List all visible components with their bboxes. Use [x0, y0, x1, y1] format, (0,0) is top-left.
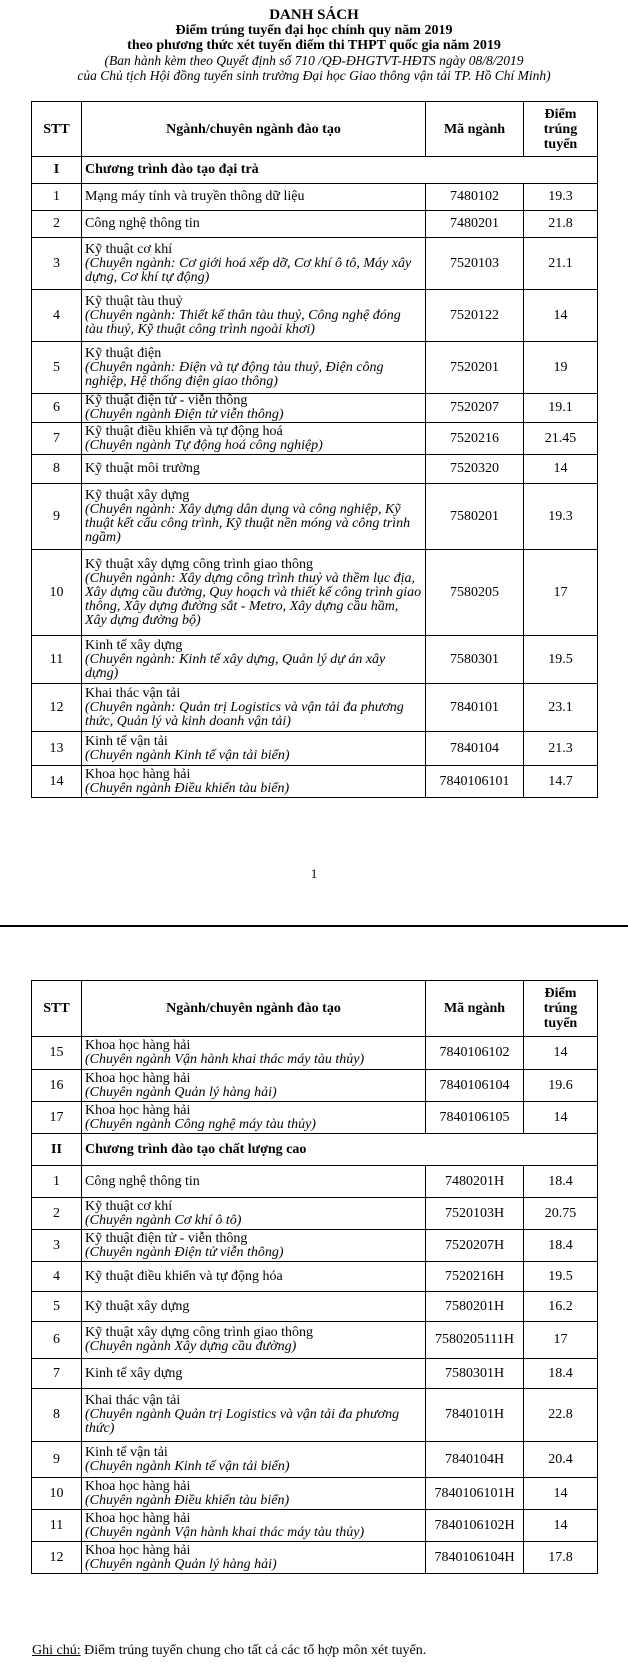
program-specialization: (Chuyên ngành: Xây dựng dân dụng và công nghiệp, Kỹ thuật kết cấu công trình, Kỹ thuật nền móng và công trình ngầm) — [85, 501, 411, 545]
program-specialization: (Chuyên ngành Kinh tế vận tải biển) — [85, 1458, 290, 1474]
decision-issuer: của Chủ tịch Hội đồng tuyển sinh trường Đại học Giao thông vận tải TP. Hồ Chí Minh) — [77, 68, 551, 83]
table-row — [32, 1292, 598, 1322]
row-stt: 10 — [32, 1478, 82, 1510]
row-cutoff-score: 17 — [524, 550, 598, 636]
row-stt: 6 — [32, 394, 82, 423]
program-name: Kỹ thuật xây dựng — [85, 1298, 190, 1314]
table-row — [32, 1037, 598, 1070]
row-program — [82, 550, 426, 636]
footnote-label: Ghi chú: — [32, 1643, 81, 1658]
program-name: Kinh tế vận tải — [85, 733, 168, 749]
program-name: Kỹ thuật xây dựng công trình giao thông — [85, 556, 314, 572]
table-row — [32, 1510, 598, 1542]
table-row — [32, 1230, 598, 1262]
row-stt: 11 — [32, 1510, 82, 1542]
row-program — [82, 1198, 426, 1230]
column-header-diem-line: tuyển — [543, 136, 578, 152]
row-program — [82, 394, 426, 423]
row-program — [82, 1389, 426, 1442]
row-stt: 4 — [32, 1262, 82, 1292]
row-stt: 7 — [32, 1359, 82, 1389]
table-row — [32, 342, 598, 394]
row-program — [82, 1292, 426, 1322]
row-cutoff-score: 14 — [524, 1102, 598, 1134]
program-name: Kinh tế xây dựng — [85, 1365, 183, 1381]
table-row — [32, 394, 598, 423]
row-program — [82, 1359, 426, 1389]
table-row — [32, 636, 598, 684]
row-program — [82, 342, 426, 394]
program-name: Khoa học hàng hải — [85, 1478, 191, 1494]
row-program — [82, 766, 426, 798]
row-program-code: 7480201H — [426, 1166, 524, 1198]
program-name: Công nghệ thông tin — [85, 1173, 200, 1189]
table-row — [32, 455, 598, 484]
row-program-code: 7580201 — [426, 484, 524, 550]
footnote — [32, 1643, 426, 1659]
row-program-code: 7840106105 — [426, 1102, 524, 1134]
table-row — [32, 684, 598, 732]
program-name: Kỹ thuật điều khiển và tự động hóa — [85, 1268, 283, 1284]
page-number: 1 — [310, 866, 318, 881]
row-program-code: 7480102 — [426, 184, 524, 211]
program-specialization: (Chuyên ngành Quản lý hàng hải) — [85, 1556, 277, 1572]
row-cutoff-score: 17.8 — [524, 1542, 598, 1574]
row-program — [82, 1166, 426, 1198]
program-name: Kỹ thuật điện tử - viễn thông — [85, 1230, 248, 1246]
row-cutoff-score: 14 — [524, 290, 598, 342]
table-row — [32, 238, 598, 290]
row-program-code: 7520207 — [426, 394, 524, 423]
program-name: Kỹ thuật xây dựng — [85, 487, 190, 503]
program-name: Kỹ thuật điện tử - viễn thông — [85, 393, 248, 408]
table-row — [32, 1478, 598, 1510]
section-number: I — [32, 157, 82, 184]
row-cutoff-score: 17 — [524, 1322, 598, 1359]
table-row — [32, 1542, 598, 1574]
row-cutoff-score: 19 — [524, 342, 598, 394]
program-specialization: (Chuyên ngành: Xây dựng công trình thuỷ và thềm lục địa, Xây dựng cầu đường, Quy hoạch và thiết kế công trình giao thông, Xây dựng đường sắt - Metro, Xây dựng cầu hầm, Xây dựng đường bộ) — [85, 570, 422, 628]
program-specialization: (Chuyên ngành Quản trị Logistics và vận tải đa phương thức) — [85, 1407, 400, 1436]
row-program-code: 7580205111H — [426, 1322, 524, 1359]
program-specialization: (Chuyên ngành Tự động hoá công nghiệp) — [85, 437, 323, 453]
row-cutoff-score: 19.5 — [524, 1262, 598, 1292]
section-title: Chương trình đào tạo chất lượng cao — [82, 1134, 598, 1166]
program-specialization: (Chuyên ngành Công nghệ máy tàu thủy) — [85, 1116, 316, 1132]
column-header-diem-line: trúng — [543, 1001, 578, 1016]
document-subtitle: Điểm trúng tuyển đại học chính quy năm 2019 — [175, 23, 453, 38]
row-program-code: 7520103H — [426, 1198, 524, 1230]
row-cutoff-score: 18.4 — [524, 1166, 598, 1198]
row-stt: 15 — [32, 1037, 82, 1070]
table-row — [32, 732, 598, 766]
row-stt: 10 — [32, 550, 82, 636]
program-name: Kỹ thuật cơ khí — [85, 1198, 173, 1214]
row-program-code: 7840106104H — [426, 1542, 524, 1574]
program-specialization: (Chuyên ngành Vận hành khai thác máy tàu thủy) — [85, 1052, 365, 1067]
row-program-code: 7520216H — [426, 1262, 524, 1292]
row-stt: 8 — [32, 1389, 82, 1442]
program-name: Khai thác vận tải — [85, 1393, 181, 1408]
program-name: Kỹ thuật điều khiển và tự động hoá — [85, 423, 283, 439]
table-row — [32, 1198, 598, 1230]
row-stt: 5 — [32, 342, 82, 394]
row-cutoff-score: 19.5 — [524, 636, 598, 684]
program-name: Khoa học hàng hải — [85, 1510, 191, 1526]
row-cutoff-score: 19.6 — [524, 1070, 598, 1102]
row-program — [82, 1478, 426, 1510]
table-row — [32, 550, 598, 636]
row-program-code: 7520201 — [426, 342, 524, 394]
row-program — [82, 238, 426, 290]
program-specialization: (Chuyên ngành Điều khiển tàu biển) — [85, 780, 290, 796]
row-program — [82, 290, 426, 342]
row-cutoff-score: 19.3 — [524, 484, 598, 550]
program-name: Kinh tế xây dựng — [85, 637, 183, 653]
row-program — [82, 1322, 426, 1359]
row-cutoff-score: 14 — [524, 1478, 598, 1510]
program-name: Kỹ thuật cơ khí — [85, 241, 173, 257]
row-stt: 1 — [32, 1166, 82, 1198]
row-program — [82, 184, 426, 211]
column-header-ma: Mã ngành — [426, 981, 524, 1037]
table-row — [32, 1359, 598, 1389]
table-row — [32, 423, 598, 455]
row-cutoff-score: 21.8 — [524, 211, 598, 238]
row-program-code: 7520207H — [426, 1230, 524, 1262]
column-header-diem-line: tuyển — [543, 1016, 578, 1031]
row-program — [82, 1542, 426, 1574]
section-number: II — [32, 1134, 82, 1166]
row-cutoff-score: 19.3 — [524, 184, 598, 211]
row-cutoff-score: 20.4 — [524, 1442, 598, 1478]
row-cutoff-score: 14 — [524, 1037, 598, 1070]
row-program-code: 7480201 — [426, 211, 524, 238]
program-name: Công nghệ thông tin — [85, 216, 200, 231]
document-header — [0, 8, 628, 83]
column-header-stt: STT — [32, 981, 82, 1037]
row-program-code: 7520103 — [426, 238, 524, 290]
row-program — [82, 684, 426, 732]
table-row — [32, 1442, 598, 1478]
program-specialization: (Chuyên ngành: Thiết kế thân tàu thuỷ, Công nghệ đóng tàu thuỷ, Kỹ thuật công trình ngoài khơi) — [85, 307, 401, 337]
program-name: Khoa học hàng hải — [85, 1038, 191, 1053]
row-program-code: 7520122 — [426, 290, 524, 342]
row-stt: 3 — [32, 238, 82, 290]
row-cutoff-score: 22.8 — [524, 1389, 598, 1442]
table-row — [32, 1322, 598, 1359]
program-name: Kỹ thuật tàu thuỷ — [85, 293, 183, 309]
program-specialization: (Chuyên ngành Vận hành khai thác máy tàu thủy) — [85, 1524, 365, 1540]
row-program-code: 7840106104 — [426, 1070, 524, 1102]
row-cutoff-score: 16.2 — [524, 1292, 598, 1322]
row-cutoff-score: 14 — [524, 455, 598, 484]
row-stt: 2 — [32, 211, 82, 238]
column-header-diem — [524, 981, 598, 1037]
program-name: Kỹ thuật xây dựng công trình giao thông — [85, 1325, 314, 1340]
row-stt: 8 — [32, 455, 82, 484]
program-name: Mạng máy tính và truyền thông dữ liệu — [85, 189, 305, 204]
column-header-stt: STT — [32, 102, 82, 157]
program-name: Khoa học hàng hải — [85, 1542, 191, 1558]
program-specialization: (Chuyên ngành Kinh tế vận tải biển) — [85, 747, 290, 763]
table-row — [32, 484, 598, 550]
row-stt: 3 — [32, 1230, 82, 1262]
row-program-code: 7520216 — [426, 423, 524, 455]
row-stt: 9 — [32, 484, 82, 550]
column-header-diem — [524, 102, 598, 157]
program-specialization: (Chuyên ngành: Quản trị Logistics và vận tải đa phương thức, Quản lý và kinh doanh vận tải) — [85, 699, 404, 729]
row-stt: 6 — [32, 1322, 82, 1359]
row-program-code: 7580301 — [426, 636, 524, 684]
program-name: Kinh tế vận tải — [85, 1444, 168, 1460]
row-cutoff-score: 21.45 — [524, 423, 598, 455]
program-name: Khai thác vận tải — [85, 685, 181, 701]
row-program — [82, 1037, 426, 1070]
table-row — [32, 766, 598, 798]
section-title: Chương trình đào tạo đại trà — [82, 157, 598, 184]
row-stt: 1 — [32, 184, 82, 211]
row-program — [82, 732, 426, 766]
row-cutoff-score: 14.7 — [524, 766, 598, 798]
row-cutoff-score: 21.1 — [524, 238, 598, 290]
table-row — [32, 1262, 598, 1292]
program-specialization: (Chuyên ngành Cơ khí ô tô) — [85, 1212, 242, 1228]
column-header-ma: Mã ngành — [426, 102, 524, 157]
table-header-row — [32, 102, 598, 157]
row-program — [82, 1442, 426, 1478]
column-header-diem-line: trúng — [543, 121, 578, 137]
row-stt: 16 — [32, 1070, 82, 1102]
row-program — [82, 1230, 426, 1262]
footnote-text: Điểm trúng tuyển chung cho tất cả các tổ hợp môn xét tuyển. — [80, 1643, 427, 1658]
program-specialization: (Chuyên ngành Quản lý hàng hải) — [85, 1084, 277, 1100]
program-name: Khoa học hàng hải — [85, 766, 191, 782]
row-cutoff-score: 20.75 — [524, 1198, 598, 1230]
row-stt: 13 — [32, 732, 82, 766]
program-name: Kỹ thuật điện — [85, 345, 162, 361]
program-specialization: (Chuyên ngành Xây dựng cầu đường) — [85, 1339, 297, 1354]
row-program — [82, 1070, 426, 1102]
program-name: Khoa học hàng hải — [85, 1102, 191, 1118]
row-program-code: 7580205 — [426, 550, 524, 636]
column-header-nganh: Ngành/chuyên ngành đào tạo — [82, 102, 426, 157]
row-stt: 12 — [32, 1542, 82, 1574]
row-program — [82, 1510, 426, 1542]
row-program — [82, 423, 426, 455]
row-program-code: 7580201H — [426, 1292, 524, 1322]
table-row — [32, 184, 598, 211]
row-program — [82, 636, 426, 684]
program-specialization: (Chuyên ngành: Điện và tự động tàu thuỷ, Điện công nghiệp, Hệ thống điện giao thông) — [85, 359, 384, 389]
table-row — [32, 1102, 598, 1134]
row-stt: 11 — [32, 636, 82, 684]
column-header-diem-line: Điểm — [544, 986, 577, 1001]
program-specialization: (Chuyên ngành Điều khiển tàu biển) — [85, 1492, 290, 1508]
table-row — [32, 290, 598, 342]
program-name: Khoa học hàng hải — [85, 1070, 191, 1086]
table-row — [32, 1070, 598, 1102]
row-cutoff-score: 18.4 — [524, 1359, 598, 1389]
row-program-code: 7840101 — [426, 684, 524, 732]
table-row — [32, 1389, 598, 1442]
row-stt: 7 — [32, 423, 82, 455]
score-table-page-2 — [31, 980, 598, 1574]
program-specialization: (Chuyên ngành Điện tử viễn thông) — [85, 407, 284, 422]
row-cutoff-score: 14 — [524, 1510, 598, 1542]
row-stt: 17 — [32, 1102, 82, 1134]
row-program-code: 7840104 — [426, 732, 524, 766]
row-program-code: 7840106101H — [426, 1478, 524, 1510]
row-cutoff-score: 21.3 — [524, 732, 598, 766]
row-program-code: 7840106102H — [426, 1510, 524, 1542]
column-header-diem-line: Điểm — [544, 106, 577, 122]
row-stt: 2 — [32, 1198, 82, 1230]
row-program-code: 7580301H — [426, 1359, 524, 1389]
table-row — [32, 1166, 598, 1198]
row-program — [82, 1262, 426, 1292]
row-program-code: 7520320 — [426, 455, 524, 484]
decision-reference: (Ban hành kèm theo Quyết định số 710 /QĐ-ĐHGTVT-HĐTS ngày 08/8/2019 — [104, 53, 524, 68]
row-program — [82, 484, 426, 550]
row-program-code: 7840104H — [426, 1442, 524, 1478]
row-cutoff-score: 19.1 — [524, 394, 598, 423]
program-specialization: (Chuyên ngành: Kinh tế xây dựng, Quản lý dự án xây dựng) — [85, 651, 386, 681]
row-program — [82, 455, 426, 484]
row-program-code: 7840106102 — [426, 1037, 524, 1070]
table-header-row — [32, 981, 598, 1037]
row-program-code: 7840101H — [426, 1389, 524, 1442]
score-table-page-1 — [31, 101, 598, 798]
page-divider — [0, 925, 628, 927]
program-specialization: (Chuyên ngành Điện tử viễn thông) — [85, 1244, 284, 1260]
row-stt: 9 — [32, 1442, 82, 1478]
program-name: Kỹ thuật môi trường — [85, 461, 200, 476]
row-program — [82, 1102, 426, 1134]
column-header-nganh: Ngành/chuyên ngành đào tạo — [82, 981, 426, 1037]
row-program-code: 7840106101 — [426, 766, 524, 798]
row-stt: 14 — [32, 766, 82, 798]
table-row — [32, 211, 598, 238]
row-cutoff-score: 23.1 — [524, 684, 598, 732]
program-specialization: (Chuyên ngành: Cơ giới hoá xếp dỡ, Cơ khí ô tô, Máy xây dựng, Cơ khí tự động) — [85, 255, 412, 285]
row-cutoff-score: 18.4 — [524, 1230, 598, 1262]
row-stt: 4 — [32, 290, 82, 342]
section-row — [32, 1134, 598, 1166]
document-title: DANH SÁCH — [269, 7, 359, 23]
row-stt: 5 — [32, 1292, 82, 1322]
section-row — [32, 157, 598, 184]
row-program — [82, 211, 426, 238]
row-stt: 12 — [32, 684, 82, 732]
document-subtitle-2: theo phương thức xét tuyển điểm thi THPT quốc gia năm 2019 — [127, 38, 501, 53]
